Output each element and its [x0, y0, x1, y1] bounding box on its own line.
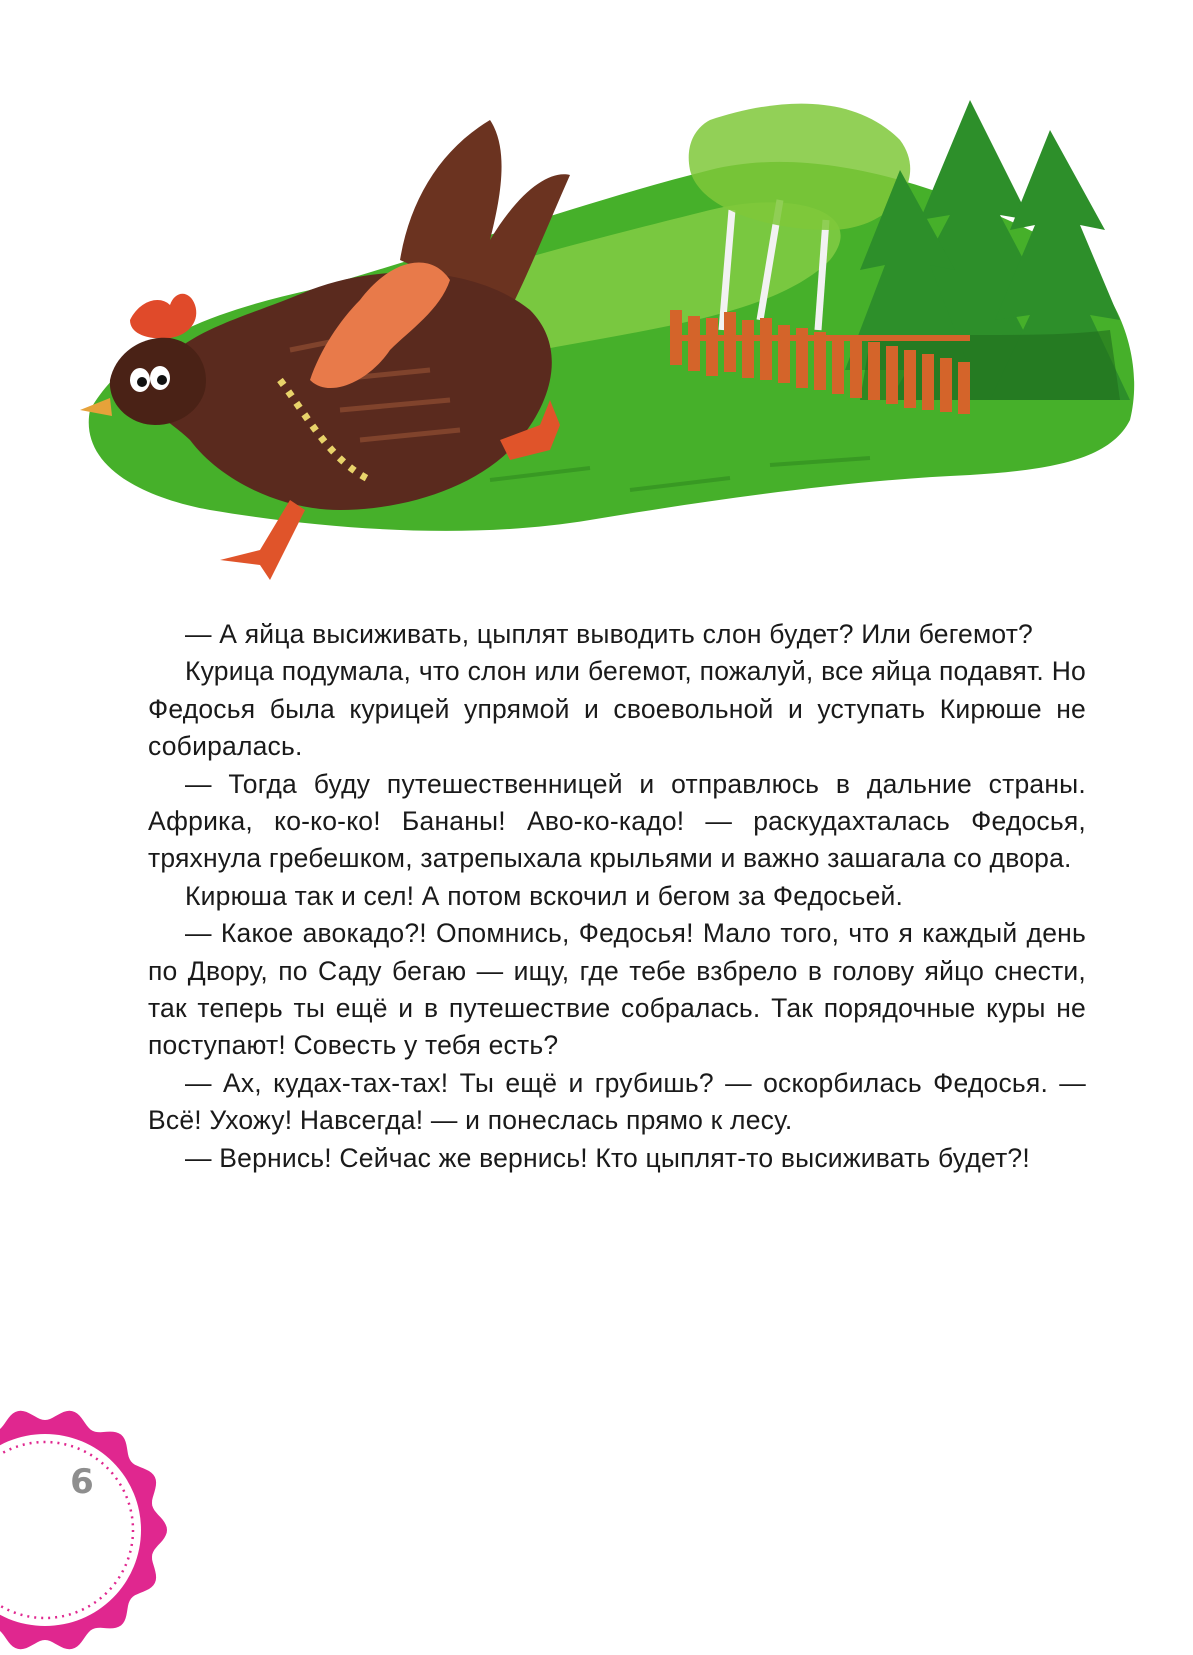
paragraph-7: — Вернись! Сейчас же вернись! Кто цыплят-то высиживать будет?! — [185, 1142, 1030, 1173]
story-text — [148, 616, 1086, 1177]
paragraph-2: Курица подумала, что слон или бегемот, пожалуй, все яйца подавят. Но Федосья была курицей упрямой и своевольной и уступать Кирюше не собиралась. — [148, 656, 1086, 762]
paragraph-4: Кирюша так и сел! А потом вскочил и бегом за Федосьей. — [185, 880, 904, 911]
paragraph-6: — Ах, кудах-тах-тах! Ты ещё и грубишь? — оскорбилась Федосья. — Всё! Ухожу! Навсегда! — и понеслась прямо к лесу. — [148, 1067, 1086, 1136]
paragraph-3: — Тогда буду путешественницей и отправлюсь в дальние страны. Африка, ко-ко-ко! Бананы! Аво-ко-кадо! — раскудахталась Федосья, тряхнула гребешком, затрепыхала крыльями и важно зашагала со двора. — [148, 768, 1086, 874]
page-number: 6 — [70, 1462, 94, 1502]
paragraph-5: — Какое авокадо?! Опомнись, Федосья! Мало того, что я каждый день по Двору, по Саду бегаю — ищу, где тебе взбрело в голову яйцо снести, так теперь ты ещё и в путешествие собралась. Так порядочные куры не поступают! Совесть у тебя есть? — [148, 918, 1086, 1061]
page-number-badge — [0, 1405, 170, 1655]
story-illustration — [70, 80, 1150, 590]
paragraph-1: — А яйца высиживать, цыплят выводить слон будет? Или бегемот? — [185, 619, 1033, 649]
